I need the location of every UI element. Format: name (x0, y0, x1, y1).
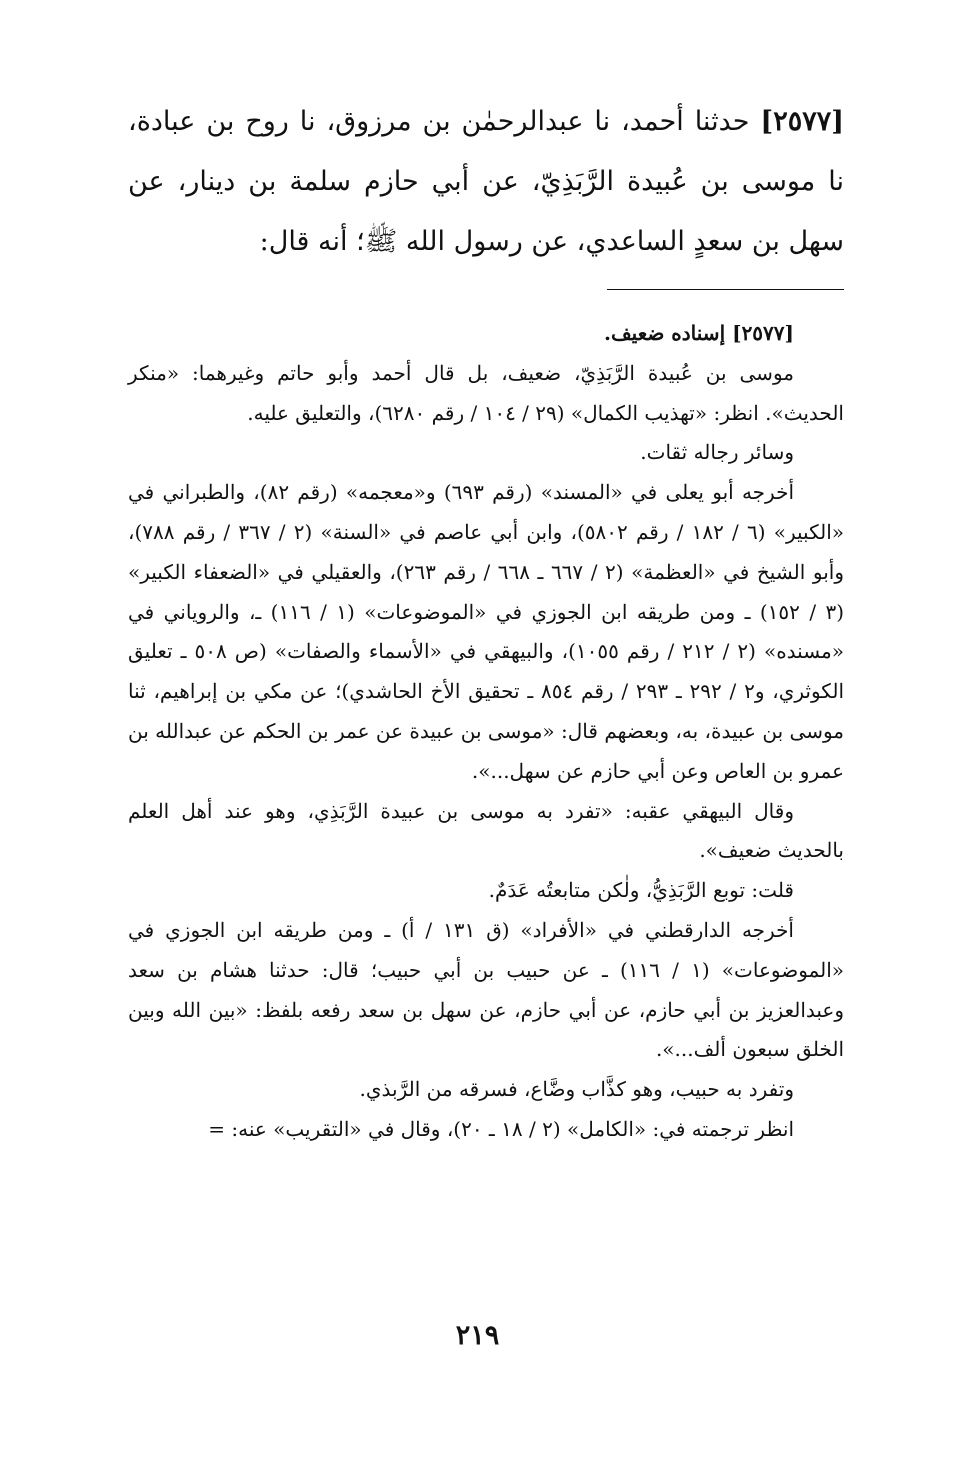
hadith-paragraph (128, 92, 844, 272)
hadith-text (128, 92, 844, 272)
footnote-paragraph: وقال البيهقي عقبه: «تفرد به موسى بن عبيدة الرَّبَذِي، وهو عند أهل العلم بالحديث ضعيف». (128, 798, 844, 863)
hadith-body: حدثنا أحمد، نا عبدالرحمٰن بن مرزوق، نا روح بن عبادة، نا موسى بن عُبيدة الرَّبَذِيّ، عن أبي حازم سلمة بن دينار، عن سهل بن سعدٍ الساعدي، عن رسول الله ﷺ؛ أنه قال: (128, 106, 844, 257)
footnote-paragraph: أخرجه أبو يعلى في «المسند» (رقم ٦٩٣) و«معجمه» (رقم ٨٢)، والطبراني في «الكبير» (٦ / ١٨٢ / رقم ٥٨٠٢)، وابن أبي عاصم في «السنة» (٢ / ٣٦٧ / رقم ٧٨٨)، وأبو الشيخ في «العظمة» (٢ / ٦٦٧ ـ ٦٦٨ / رقم ٢٦٣)، والعقيلي في «الضعفاء الكبير» (٣ / ١٥٢) ـ ومن طريقه ابن الجوزي في «الموضوعات» (١ / ١١٦) ـ، والروياني في «مسنده» (٢ / ٢١٢ / رقم ١٠٥٥)، والبيهقي في «الأسماء والصفات» (ص ٥٠٨ ـ تعليق الكوثري، و٢ / ٢٩٢ ـ ٢٩٣ / رقم ٨٥٤ ـ تحقيق الأخ الحاشدي)؛ عن مكي بن إبراهيم، ثنا موسى بن عبيدة، به، وبعضهم قال: «موسى بن عبيدة عن عمر بن الحكم عن عبدالله بن عمرو بن العاص وعن أبي حازم عن سهل...». (128, 480, 845, 783)
footnotes (128, 314, 844, 1150)
footnote-heading: [٢٥٧٧] إسناده ضعيف. (604, 321, 794, 345)
hadith-number: [٢٥٧٧] (760, 106, 844, 137)
page-number: ٢١٩ (455, 1320, 500, 1351)
footnote-paragraph: أخرجه الدارقطني في «الأفراد» (ق ١٣١ / أ) ـ ومن طريقه ابن الجوزي في «الموضوعات» (١ / ١١٦) ـ عن حبيب بن أبي حبيب؛ قال: حدثنا هشام بن سعد وعبدالعزيز بن أبي حازم، عن أبي حازم، عن سهل بن سعد رفعه بلفظ: «بين الله وبين الخلق سبعون ألف...». (128, 917, 844, 1062)
footnote-paragraph: انظر ترجمته في: «الكامل» (٢ / ١٨ ـ ٢٠)، وقال في «التقريب» عنه: = (208, 1116, 794, 1141)
footnote-paragraph: قلت: توبع الرَّبَذِيُّ، ولٰكن متابعتُه عَدَمٌ. (488, 878, 794, 903)
footnote-paragraph: وتفرد به حبيب، وهو كذَّاب وضَّاع، فسرقه من الرَّبذي. (359, 1077, 794, 1102)
footnote-paragraph: موسى بن عُبيدة الرَّبَذِيّ، ضعيف، بل قال أحمد وأبو حاتم وغيرهما: «منكر الحديث». انظر: «تهذيب الكمال» (٢٩ / ١٠٤ / رقم ٦٢٨٠)، والتعليق عليه. (128, 360, 844, 425)
footnote-divider (607, 289, 844, 290)
footnote-paragraph: وسائر رجاله ثقات. (640, 440, 794, 465)
